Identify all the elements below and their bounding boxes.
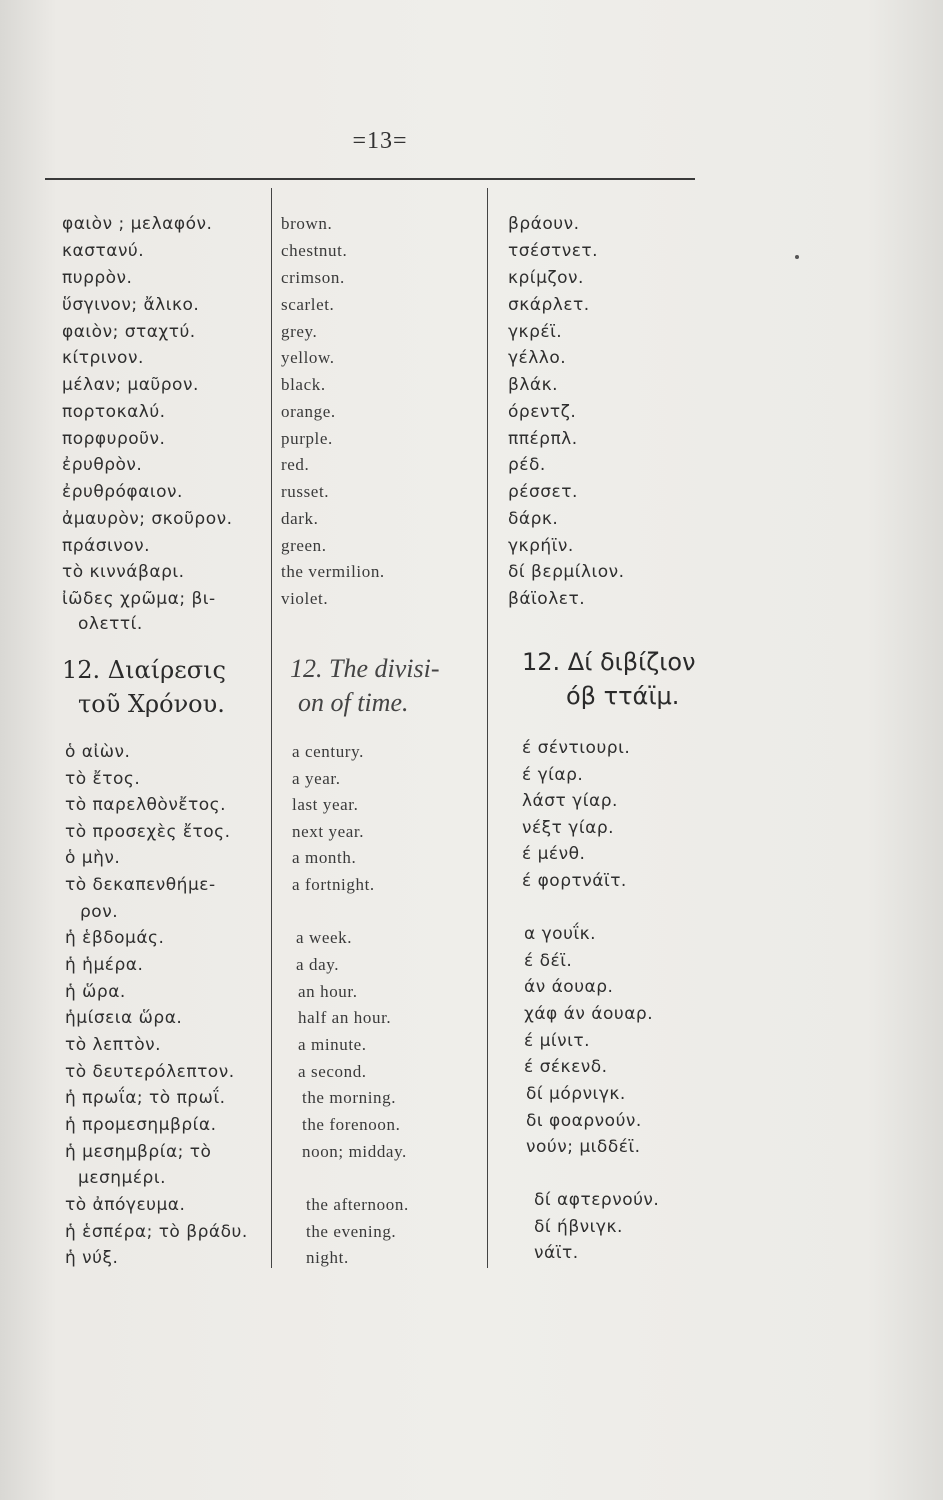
english-time-word: half an hour. — [298, 1008, 392, 1027]
pronunciation-time-word: έ μίνιτ. — [524, 1031, 591, 1051]
english-color-word: black. — [281, 375, 326, 394]
english-time-word: an hour. — [298, 982, 358, 1001]
english-time-word: last year. — [292, 795, 359, 814]
greek-color-word: πορτοκαλύ. — [62, 402, 166, 422]
greek-color-word: τὸ κιννάβαρι. — [62, 562, 185, 582]
english-time-word: the evening. — [306, 1222, 397, 1241]
header-rule — [45, 178, 695, 180]
greek-color-word: φαιὸν; σταχτύ. — [62, 322, 196, 342]
pronunciation-color-word: κρίμζον. — [508, 268, 584, 288]
pronunciation-color-word: γκρήϊν. — [508, 536, 574, 556]
greek-time-word: τὸ ἀπόγευμα. — [65, 1195, 186, 1215]
greek-time-word: ὁ αἰὼν. — [65, 742, 131, 762]
english-time-word: a fortnight. — [292, 875, 375, 894]
pronunciation-time-word: έ γίαρ. — [522, 765, 584, 785]
english-color-word: dark. — [281, 509, 319, 528]
english-time-word: a century. — [292, 742, 364, 761]
greek-color-word: πυρρὸν. — [62, 268, 133, 288]
section-heading-english: on of time. — [298, 688, 409, 717]
english-color-word: russet. — [281, 482, 330, 501]
greek-color-word: πορφυροῦν. — [62, 429, 166, 449]
pronunciation-time-word: δί ήβνιγκ. — [534, 1217, 623, 1237]
english-color-word: yellow. — [281, 348, 335, 367]
greek-time-word: ὁ μὴν. — [65, 848, 121, 868]
pronunciation-color-word: γέλλο. — [508, 348, 567, 368]
english-color-word: orange. — [281, 402, 336, 421]
greek-time-word: ἡ πρωΐα; τὸ πρωΐ. — [65, 1088, 226, 1108]
greek-color-word: ἐρυθρόφαιον. — [62, 482, 183, 502]
english-color-word: purple. — [281, 429, 333, 448]
greek-color-word: ἐρυθρὸν. — [62, 455, 143, 475]
greek-time-word: τὸ προσεχὲς ἔτος. — [65, 822, 231, 842]
column-divider-left — [271, 188, 272, 1268]
greek-color-word: μέλαν; μαῦρον. — [62, 375, 199, 395]
pronunciation-time-word: δι φοαρνούν. — [526, 1111, 642, 1131]
greek-time-word: ἡ ἑσπέρα; τὸ βράδυ. — [65, 1222, 248, 1242]
section-heading-greek: 12. Διαίρεσις — [62, 656, 226, 684]
english-color-word: green. — [281, 536, 327, 555]
greek-color-word: ὕσγινον; ἄλικο. — [62, 295, 200, 315]
english-time-word: a day. — [296, 955, 340, 974]
pronunciation-color-word: βλάκ. — [508, 375, 559, 395]
greek-time-word: ρον. — [80, 902, 119, 922]
english-color-word: chestnut. — [281, 241, 348, 260]
greek-color-word: καστανύ. — [62, 241, 145, 261]
pronunciation-color-word: ρέσσετ. — [508, 482, 578, 502]
pronunciation-color-word: όρεντζ. — [508, 402, 577, 422]
english-time-word: next year. — [292, 822, 365, 841]
pronunciation-time-word: α γουΐκ. — [524, 924, 597, 944]
page-number: =13= — [352, 128, 408, 154]
greek-time-word: ἡ ὥρα. — [65, 982, 126, 1002]
english-time-word: the forenoon. — [302, 1115, 401, 1134]
section-heading-pronunciation: 12. Δί διβίζιον — [522, 648, 696, 676]
english-time-word: a week. — [296, 928, 353, 947]
english-time-word: a second. — [298, 1062, 367, 1081]
pronunciation-time-word: έ σέκενδ. — [524, 1057, 608, 1077]
english-color-word: crimson. — [281, 268, 345, 287]
pronunciation-time-word: χάφ άν άουαρ. — [524, 1004, 654, 1024]
english-color-word: violet. — [281, 589, 329, 608]
pronunciation-time-word: έ σέντιουρι. — [522, 738, 631, 758]
greek-color-word: ἰῶδες χρῶμα; βι- — [62, 589, 216, 609]
english-color-word: brown. — [281, 214, 333, 233]
greek-time-word: ἡ ἑβδομάς. — [65, 928, 165, 948]
english-color-word: red. — [281, 455, 310, 474]
english-color-word: scarlet. — [281, 295, 335, 314]
pronunciation-color-word: δάρκ. — [508, 509, 559, 529]
greek-time-word: τὸ λεπτὸν. — [65, 1035, 162, 1055]
greek-color-word: κίτρινον. — [62, 348, 144, 368]
pronunciation-time-word: έ δέϊ. — [524, 951, 573, 971]
english-time-word: the afternoon. — [306, 1195, 409, 1214]
english-time-word: a month. — [292, 848, 357, 867]
greek-color-word: ἀμαυρὸν; σκοῦρον. — [62, 509, 233, 529]
english-time-word: noon; midday. — [302, 1142, 407, 1161]
greek-time-word: ἡ νύξ. — [65, 1248, 119, 1268]
pronunciation-time-word: δί μόρνιγκ. — [526, 1084, 626, 1104]
greek-time-word: ἡ προμεσημβρία. — [65, 1115, 217, 1135]
section-heading-pronunciation: όβ ττάϊμ. — [566, 682, 680, 710]
pronunciation-time-word: άν άουαρ. — [524, 977, 614, 997]
pronunciation-time-word: νάϊτ. — [534, 1243, 579, 1263]
pronunciation-color-word: σκάρλετ. — [508, 295, 590, 315]
english-time-word: a year. — [292, 769, 341, 788]
pronunciation-color-word: τσέστνετ. — [508, 241, 599, 261]
pronunciation-color-word: γκρέϊ. — [508, 322, 563, 342]
english-time-word: night. — [306, 1248, 349, 1267]
greek-time-word: ἡ ἡμέρα. — [65, 955, 144, 975]
pronunciation-color-word: ππέρπλ. — [508, 429, 578, 449]
pronunciation-time-word: νέξτ γίαρ. — [522, 818, 615, 838]
greek-time-word: μεσημέρι. — [78, 1168, 167, 1188]
greek-time-word: τὸ δευτερόλεπτον. — [65, 1062, 235, 1082]
greek-color-word: πράσινον. — [62, 536, 151, 556]
english-time-word: the morning. — [302, 1088, 397, 1107]
margin-dot — [795, 255, 799, 259]
greek-time-word: τὸ παρελθὸνἔτος. — [65, 795, 227, 815]
section-heading-greek: τοῦ Χρόνου. — [78, 690, 225, 718]
pronunciation-time-word: λάστ γίαρ. — [522, 791, 618, 811]
section-heading-english: 12. The divisi- — [290, 654, 440, 683]
greek-time-word: τὸ ἔτος. — [65, 769, 141, 789]
greek-time-word: ἡμίσεια ὥρα. — [65, 1008, 183, 1028]
pronunciation-time-word: νούν; μιδδέϊ. — [526, 1137, 641, 1157]
greek-time-word: τὸ δεκαπενθήμε- — [65, 875, 216, 895]
english-color-word: the vermilion. — [281, 562, 385, 581]
pronunciation-time-word: δί αφτερνούν. — [534, 1190, 660, 1210]
pronunciation-color-word: δί βερμίλιον. — [508, 562, 625, 582]
greek-time-word: ἡ μεσημβρία; τὸ — [65, 1142, 212, 1162]
column-divider-right — [487, 188, 488, 1268]
pronunciation-time-word: έ μένθ. — [522, 844, 586, 864]
english-time-word: a minute. — [298, 1035, 367, 1054]
pronunciation-time-word: έ φορτνάϊτ. — [522, 871, 627, 891]
english-color-word: grey. — [281, 322, 318, 341]
greek-color-word: ολεττί. — [78, 614, 143, 634]
pronunciation-color-word: ρέδ. — [508, 455, 546, 475]
pronunciation-color-word: βράουν. — [508, 214, 580, 234]
pronunciation-color-word: βάϊολετ. — [508, 589, 586, 609]
greek-color-word: φαιὸν ; μελαφόν. — [62, 214, 213, 234]
